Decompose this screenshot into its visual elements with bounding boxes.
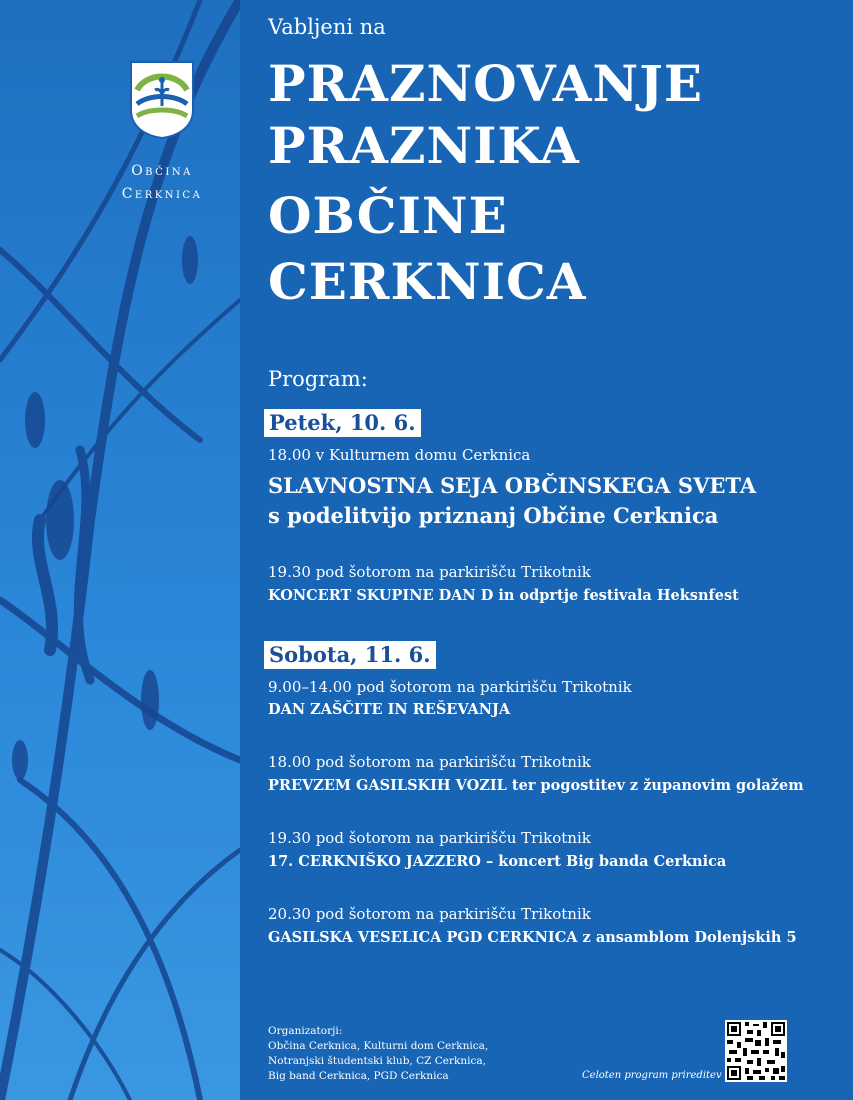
event-title: DAN ZAŠČITE IN REŠEVANJA [268,701,511,718]
event-time: 20.30 pod šotorom na parkirišču Trikotnik [268,905,591,923]
municipality-name-line2: Cerknica [121,186,203,202]
title-line-3: OBČINE [268,186,508,245]
day-label-saturday: Sobota, 11. 6. [264,641,436,669]
municipality-name [104,160,220,206]
event-title: GASILSKA VESELICA PGD CERKNICA z ansamblom Dolenjskih 5 [268,929,797,946]
event-title: 17. CERKNIŠKO JAZZERO – koncert Big banda Cerknica [268,853,727,870]
event-subtitle-main: s podelitvijo priznanj Občine Cerknica [268,503,719,528]
qr-caption: Celoten program prireditev [582,1070,722,1081]
event-title: KONCERT SKUPINE DAN D in odprtje festivala Heksnfest [268,587,739,604]
event-time: 18.00 pod šotorom na parkirišču Trikotnik [268,753,591,771]
title-line-1: PRAZNOVANJE [268,54,703,113]
organizers-label: Organizatorji: [268,1025,343,1037]
event-title-main: SLAVNOSTNA SEJA OBČINSKEGA SVETA [268,473,757,498]
qr-code-icon[interactable] [725,1020,787,1082]
organizers-line: Notranjski študentski klub, CZ Cerknica, [268,1055,486,1067]
title-line-2: PRAZNIKA [268,116,580,175]
day-label-friday: Petek, 10. 6. [264,409,421,437]
invitation-text: Vabljeni na [268,15,386,39]
municipality-name-line1: Občina [131,163,193,179]
organizers [268,1024,528,1084]
program-label: Program: [268,367,368,391]
municipality-coat-of-arms-icon [129,60,195,140]
event-time: 9.00–14.00 pod šotorom na parkirišču Trikotnik [268,678,632,696]
title-line-4: CERKNICA [268,252,587,311]
event-title: PREVZEM GASILSKIH VOZIL ter pogostitev z županovim golažem [268,777,804,794]
event-time: 18.00 v Kulturnem domu Cerknica [268,446,531,464]
organizers-line: Občina Cerknica, Kulturni dom Cerknica, [268,1040,489,1052]
event-time: 19.30 pod šotorom na parkirišču Trikotnik [268,563,591,581]
event-time: 19.30 pod šotorom na parkirišču Trikotnik [268,829,591,847]
organizers-line: Big band Cerknica, PGD Cerknica [268,1070,449,1082]
